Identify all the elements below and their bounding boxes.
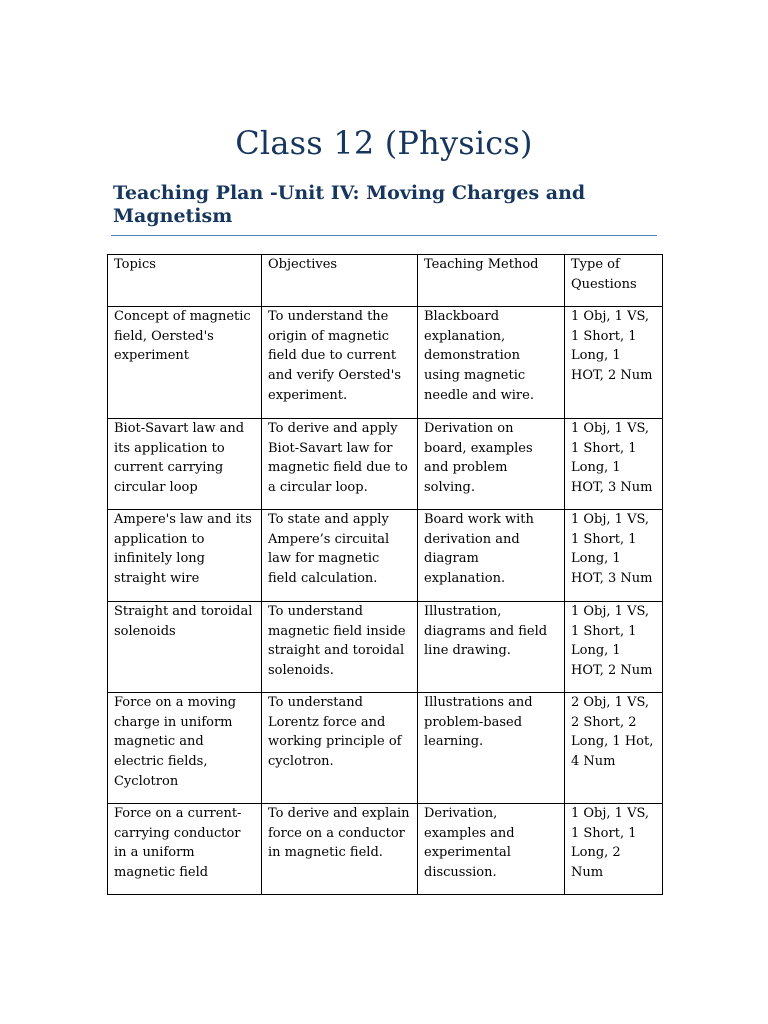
objective-cell: To understand magnetic field inside straight and toroidal solenoids. xyxy=(262,602,418,693)
method-cell: Illustration, diagrams and field line drawing. xyxy=(418,602,565,693)
topic-cell: Force on a current-carrying conductor in a uniform magnetic field xyxy=(108,804,262,895)
header-objectives: Objectives xyxy=(262,255,418,307)
table-row xyxy=(108,804,663,895)
objective-cell: To understand the origin of magnetic field due to current and verify Oersted's experiment. xyxy=(262,307,418,419)
table-row xyxy=(108,693,663,804)
teaching-plan-table xyxy=(107,254,663,895)
header-type-of-questions: Type of Questions xyxy=(565,255,663,307)
table-row xyxy=(108,419,663,510)
questions-cell: 1 Obj, 1 VS, 1 Short, 1 Long, 1 HOT, 3 Num xyxy=(565,510,663,602)
method-cell: Board work with derivation and diagram explanation. xyxy=(418,510,565,602)
topic-cell: Ampere's law and its application to infinitely long straight wire xyxy=(108,510,262,602)
questions-cell: 1 Obj, 1 VS, 1 Short, 1 Long, 1 HOT, 2 Num xyxy=(565,602,663,693)
page-subtitle: Teaching Plan -Unit IV: Moving Charges and Magnetism xyxy=(113,182,586,227)
objective-cell: To state and apply Ampere’s circuital law for magnetic field calculation. xyxy=(262,510,418,602)
method-cell: Derivation, examples and experimental discussion. xyxy=(418,804,565,895)
header-teaching-method: Teaching Method xyxy=(418,255,565,307)
table-row xyxy=(108,602,663,693)
objective-cell: To derive and apply Biot-Savart law for magnetic field due to a circular loop. xyxy=(262,419,418,510)
topic-cell: Biot-Savart law and its application to current carrying circular loop xyxy=(108,419,262,510)
method-cell: Derivation on board, examples and problem solving. xyxy=(418,419,565,510)
method-cell: Illustrations and problem-based learning. xyxy=(418,693,565,804)
subtitle-divider xyxy=(111,235,657,236)
questions-cell: 1 Obj, 1 VS, 1 Short, 1 Long, 1 HOT, 3 Num xyxy=(565,419,663,510)
questions-cell: 2 Obj, 1 VS, 2 Short, 2 Long, 1 Hot, 4 Num xyxy=(565,693,663,804)
method-cell: Blackboard explanation, demonstration using magnetic needle and wire. xyxy=(418,307,565,419)
objective-cell: To understand Lorentz force and working principle of cyclotron. xyxy=(262,693,418,804)
table-row xyxy=(108,510,663,602)
table-row xyxy=(108,307,663,419)
questions-cell: 1 Obj, 1 VS, 1 Short, 1 Long, 1 HOT, 2 Num xyxy=(565,307,663,419)
table-header-row xyxy=(108,255,663,307)
objective-cell: To derive and explain force on a conductor in magnetic field. xyxy=(262,804,418,895)
topic-cell: Straight and toroidal solenoids xyxy=(108,602,262,693)
topic-cell: Concept of magnetic field, Oersted's experiment xyxy=(108,307,262,419)
header-topics: Topics xyxy=(108,255,262,307)
topic-cell: Force on a moving charge in uniform magnetic and electric fields, Cyclotron xyxy=(108,693,262,804)
questions-cell: 1 Obj, 1 VS, 1 Short, 1 Long, 2 Num xyxy=(565,804,663,895)
page-title: Class 12 (Physics) xyxy=(235,124,533,162)
